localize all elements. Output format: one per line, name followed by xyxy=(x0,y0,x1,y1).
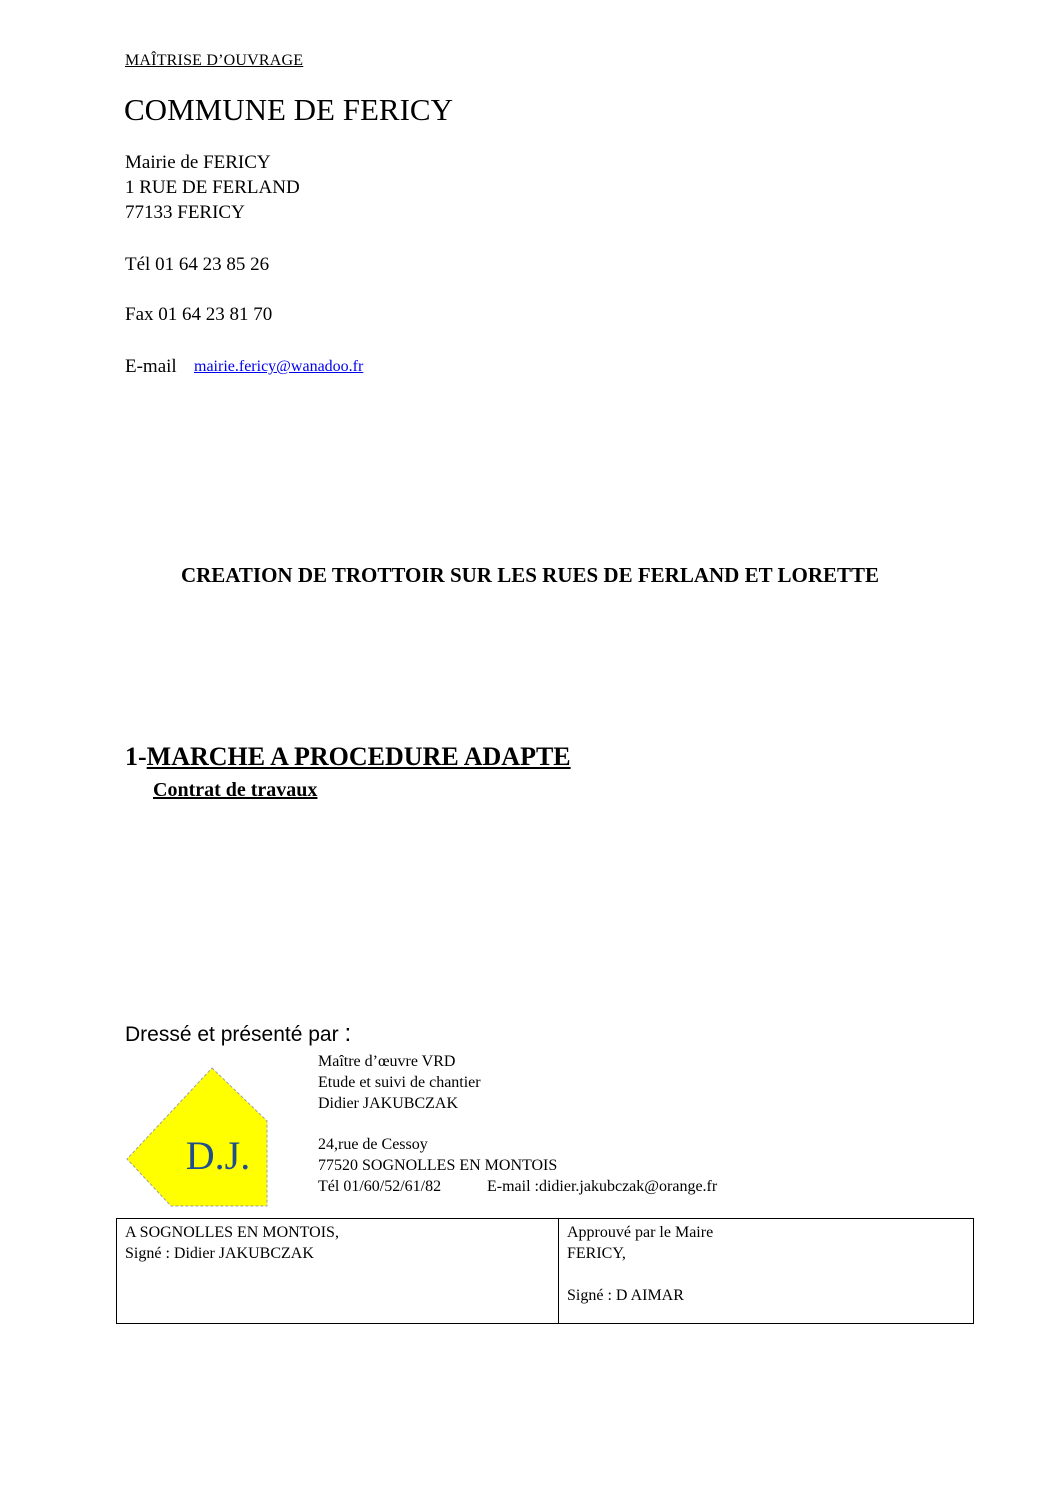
procedure-heading xyxy=(125,742,571,772)
mairie-email-link[interactable]: mairie.fericy@wanadoo.fr xyxy=(194,358,364,375)
project-title: CREATION DE TROTTOIR SUR LES RUES DE FERLAND ET LORETTE xyxy=(180,563,880,587)
presented-by-label xyxy=(125,1020,351,1048)
author-name: Didier JAKUBCZAK xyxy=(318,1095,458,1112)
procedure-number: 1- xyxy=(125,742,147,771)
mairie-fax: Fax 01 64 23 81 70 xyxy=(125,304,273,325)
mayor-signature: Signé : D AIMAR xyxy=(567,1287,684,1304)
signature-table xyxy=(116,1218,974,1324)
author-email: E-mail :didier.jakubczak@orange.fr xyxy=(487,1178,718,1195)
maitrise-ouvrage-label: MAÎTRISE D’OUVRAGE xyxy=(125,52,304,69)
signature-place: A SOGNOLLES EN MONTOIS, xyxy=(125,1224,339,1241)
author-phone: Tél 01/60/52/61/82 xyxy=(318,1178,442,1195)
signature-cell-right xyxy=(559,1219,974,1324)
dj-logo xyxy=(126,1067,268,1207)
commune-title: COMMUNE DE FERICY xyxy=(124,92,453,127)
author-street: 24,rue de Cessoy xyxy=(318,1136,428,1153)
presented-by-text: Dressé et présenté par xyxy=(125,1023,339,1046)
presented-by-colon: : xyxy=(344,1020,352,1047)
approval-commune: FERICY, xyxy=(567,1245,626,1262)
approval-label: Approuvé par le Maire xyxy=(567,1224,714,1241)
author-service: Etude et suivi de chantier xyxy=(318,1074,481,1091)
mairie-phone: Tél 01 64 23 85 26 xyxy=(125,254,270,275)
address-line-mairie: Mairie de FERICY xyxy=(125,152,271,173)
contract-subtitle: Contrat de travaux xyxy=(153,779,318,801)
address-line-city: 77133 FERICY xyxy=(125,202,245,223)
dj-logo-text: D.J. xyxy=(185,1133,251,1178)
author-role: Maître d’œuvre VRD xyxy=(318,1053,456,1070)
author-city: 77520 SOGNOLLES EN MONTOIS xyxy=(318,1157,558,1174)
address-line-street: 1 RUE DE FERLAND xyxy=(125,177,300,198)
contract-subtitle-row xyxy=(125,779,317,802)
email-label: E-mail xyxy=(125,356,177,377)
signature-author: Signé : Didier JAKUBCZAK xyxy=(125,1245,314,1262)
signature-cell-left xyxy=(117,1219,559,1324)
procedure-title: MARCHE A PROCEDURE ADAPTE xyxy=(146,742,571,771)
